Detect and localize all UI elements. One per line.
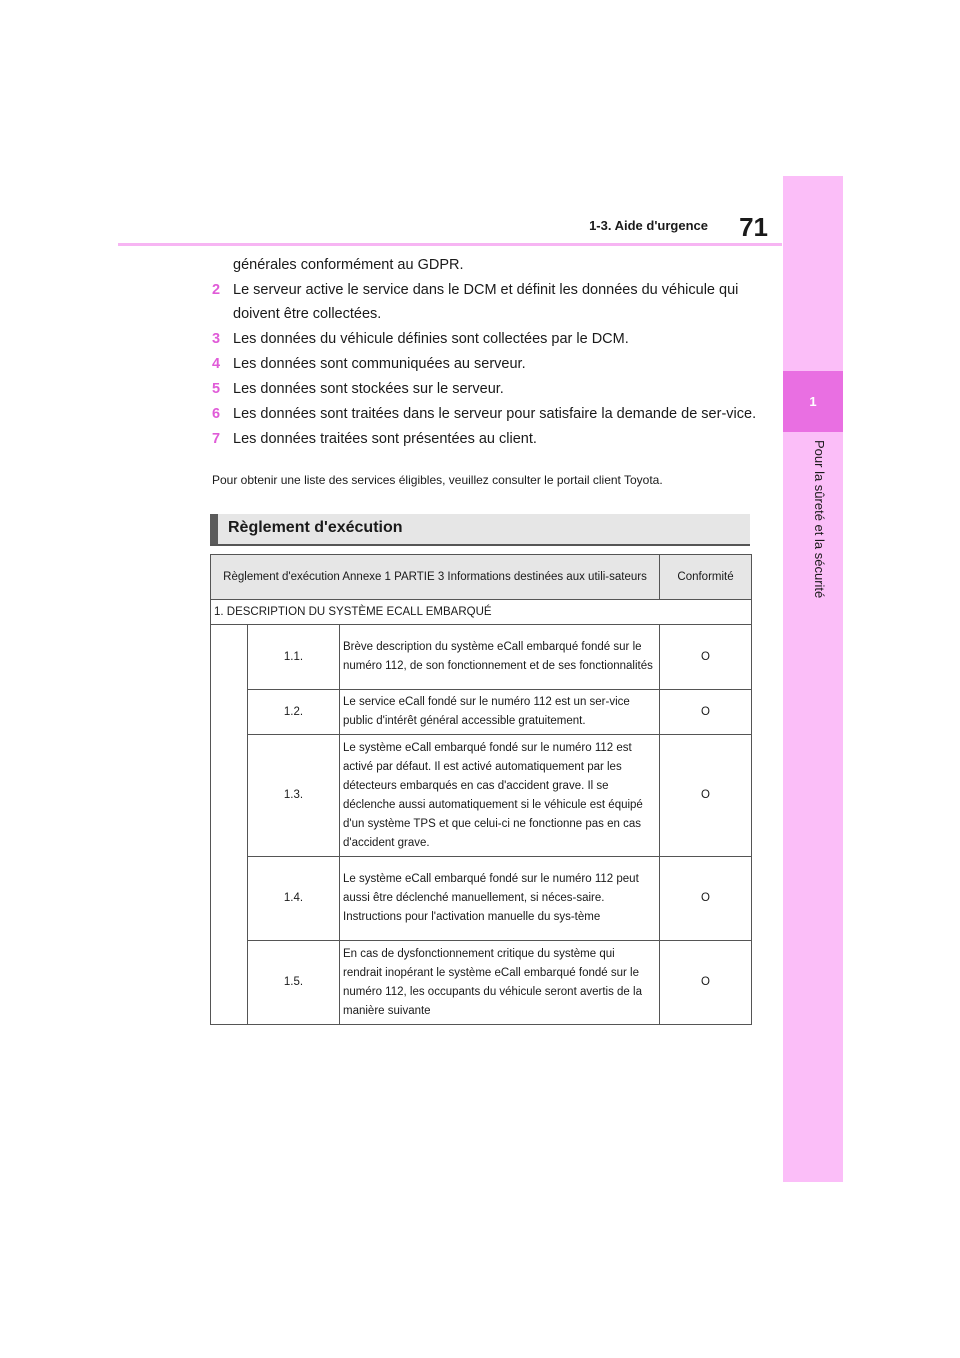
step-text: Les données sont communiquées au serveur.: [233, 356, 526, 372]
table-row: [211, 735, 752, 857]
table-row: [211, 625, 752, 690]
services-note: Pour obtenir une liste des services éligibles, veuillez consulter le portail client Toyota.: [212, 473, 663, 487]
row-description: Le système eCall embarqué fondé sur le numéro 112 peut aussi être déclenché manuellement, si néces-saire. Instructions pour l'activation manuelle du sys-tème: [340, 857, 660, 941]
chapter-tab: 1: [783, 371, 843, 432]
table-row: [211, 857, 752, 941]
header-rule: [118, 243, 782, 246]
heading-bar: [210, 514, 218, 544]
step-text: Les données du véhicule définies sont collectées par le DCM.: [233, 331, 629, 347]
list-item: [212, 352, 762, 376]
step-number: 5: [212, 381, 221, 397]
step-number: 2: [212, 282, 221, 298]
procedure-steps: [212, 253, 762, 452]
step-text: Le serveur active le service dans le DCM et définit les données du véhicule qui doivent être collectées.: [233, 282, 739, 322]
step-text: Les données sont traitées dans le serveur pour satisfaire la demande de ser-vice.: [233, 406, 757, 422]
table-section-row: [211, 600, 752, 625]
step-number: 6: [212, 406, 221, 422]
side-band: [783, 176, 843, 1182]
row-compliance: O: [660, 857, 752, 941]
row-code: 1.4.: [248, 857, 340, 941]
row-code: 1.2.: [248, 690, 340, 735]
row-code: 1.5.: [248, 941, 340, 1025]
step-text: Les données traitées sont présentées au client.: [233, 431, 537, 447]
section-heading-text: Règlement d'exécution: [228, 519, 403, 536]
list-item: [212, 402, 762, 426]
row-description: En cas de dysfonctionnement critique du système qui rendrait inopérant le système eCall embarqué fondé sur le numéro 112, les occupants du véhicule seront avertis de la manière suivante: [340, 941, 660, 1025]
step-text: générales conformément au GDPR.: [233, 257, 464, 273]
row-code: 1.3.: [248, 735, 340, 857]
list-item: [212, 327, 762, 351]
row-description: Le système eCall embarqué fondé sur le numéro 112 est activé par défaut. Il est activé automatiquement par les détecteurs embarqués en cas d'accident grave. Il se déclenche aussi automatiquement si le véhicule est équipé d'un système TPS et que celui-ci ne fonctionne pas en cas d'accident grave.: [340, 735, 660, 857]
chapter-label: Pour la sûreté et la sécurité: [812, 440, 827, 599]
step-number: 3: [212, 331, 221, 347]
step-number: 7: [212, 431, 221, 447]
indent-cell: [211, 625, 248, 1025]
list-item: [212, 278, 762, 326]
row-description: Le service eCall fondé sur le numéro 112 est un ser-vice public d'intérêt général accessible gratuitement.: [340, 690, 660, 735]
row-compliance: O: [660, 690, 752, 735]
table-row: [211, 690, 752, 735]
row-compliance: O: [660, 625, 752, 690]
list-item: [212, 253, 762, 277]
row-description: Brève description du système eCall embarqué fondé sur le numéro 112, de son fonctionnement et de ses fonctionnalités: [340, 625, 660, 690]
section-heading: [210, 514, 750, 546]
section-title: 1-3. Aide d'urgence: [589, 218, 708, 233]
list-item: [212, 427, 762, 451]
list-item: [212, 377, 762, 401]
row-compliance: O: [660, 735, 752, 857]
table-row: [211, 941, 752, 1025]
compliance-column-header: Conformité: [660, 555, 752, 600]
regulation-table: [210, 554, 752, 1025]
row-compliance: O: [660, 941, 752, 1025]
row-code: 1.1.: [248, 625, 340, 690]
regulation-column-header: Règlement d'exécution Annexe 1 PARTIE 3 Informations destinées aux utili-sateurs: [211, 555, 660, 600]
step-number: 4: [212, 356, 221, 372]
page-number: 71: [739, 212, 768, 242]
section-row-label: 1. DESCRIPTION DU SYSTÈME ECALL EMBARQUÉ: [211, 600, 752, 625]
table-header-row: [211, 555, 752, 600]
step-text: Les données sont stockées sur le serveur.: [233, 381, 504, 397]
